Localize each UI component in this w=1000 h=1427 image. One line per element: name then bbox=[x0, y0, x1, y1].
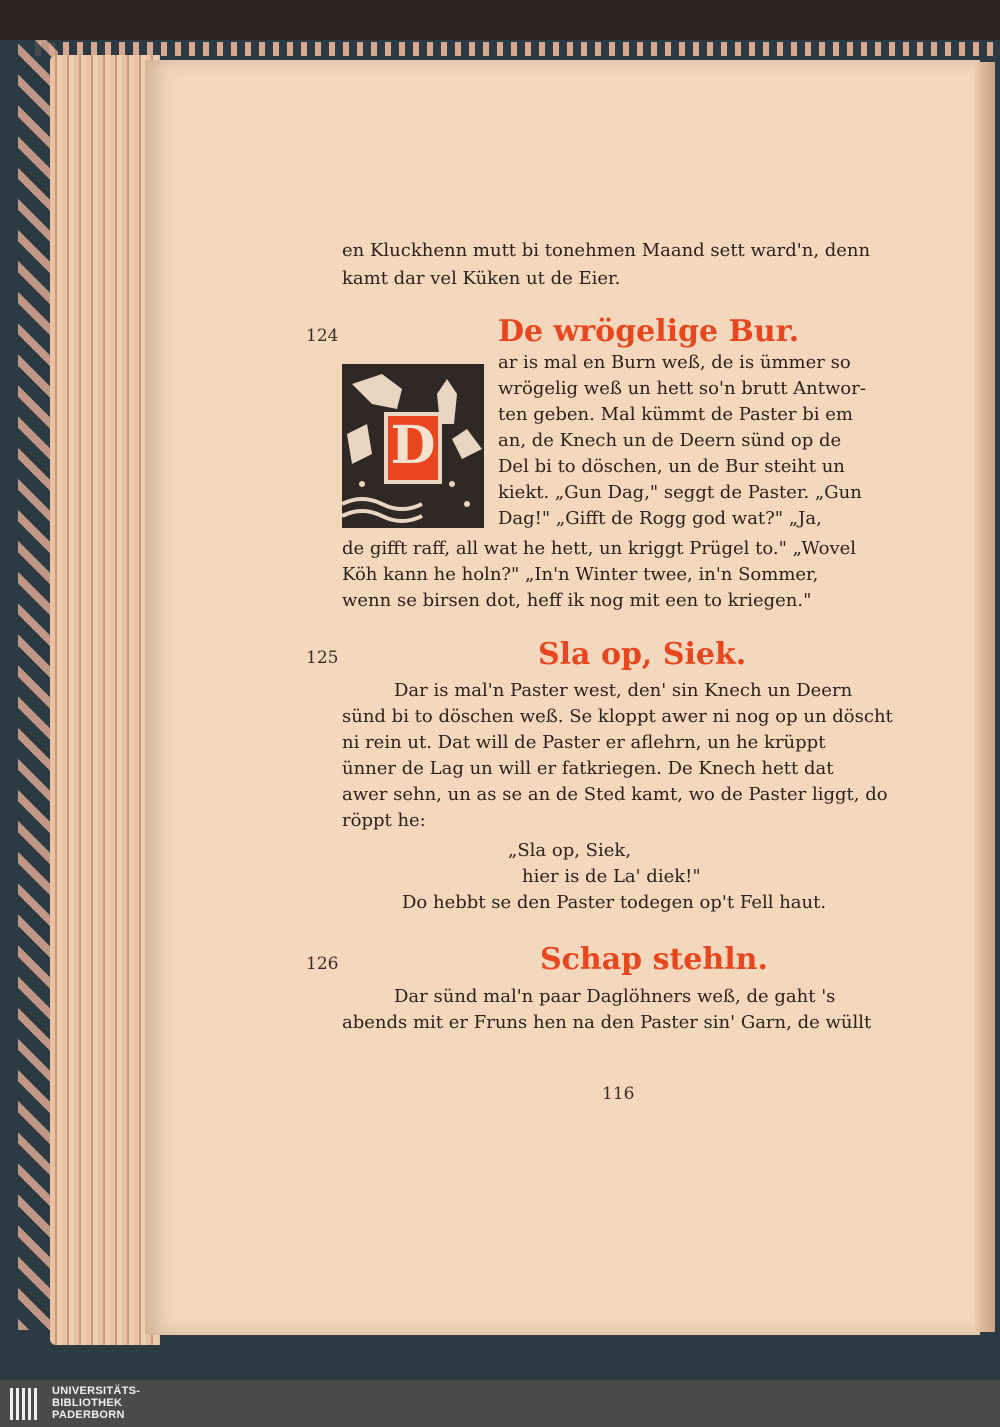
text-line: ünner de Lag un will er fatkriegen. De Knech hett dat bbox=[342, 758, 834, 779]
text-line: en Kluckhenn mutt bi tonehmen Maand sett ward'n, denn bbox=[342, 240, 871, 261]
text-line: Köh kann he holn?" „In'n Winter twee, in'n Sommer, bbox=[342, 564, 819, 585]
text-line: kiekt. „Gun Dag," seggt de Paster. „Gun bbox=[498, 482, 862, 503]
section-title: De wrögelige Bur. bbox=[498, 314, 800, 349]
section-number: 124 bbox=[306, 326, 339, 346]
verse-line: hier is de La' diek!" bbox=[522, 866, 701, 887]
footer-bar bbox=[0, 1380, 1000, 1427]
text-line: ni rein ut. Dat will de Paster er aflehrn, un he krüppt bbox=[342, 732, 826, 753]
page-right-edge bbox=[975, 62, 995, 1332]
library-name-line: PADERBORN bbox=[52, 1409, 125, 1421]
text-line: ar is mal en Burn weß, de is ümmer so bbox=[498, 352, 851, 373]
text-line: wenn se birsen dot, heff ik nog mit een to kriegen." bbox=[342, 590, 812, 611]
section-number: 125 bbox=[306, 648, 339, 668]
verse-line: „Sla op, Siek, bbox=[508, 840, 632, 861]
text-line: de gifft raff, all wat he hett, un kriggt Prügel to." „Wovel bbox=[342, 538, 857, 559]
initial-letter: D bbox=[390, 415, 436, 476]
section-number: 126 bbox=[306, 954, 339, 974]
page-edges bbox=[50, 55, 160, 1345]
library-name bbox=[52, 1385, 140, 1421]
text-line: Dag!" „Gifft de Rogg god wat?" „Ja, bbox=[498, 508, 822, 529]
section-title: Schap stehln. bbox=[540, 942, 768, 977]
section-title: Sla op, Siek. bbox=[538, 637, 747, 672]
text-line: Dar is mal'n Paster west, den' sin Knech un Deern bbox=[394, 680, 853, 701]
cover-border-top bbox=[35, 42, 995, 56]
text-line: awer sehn, un as se an de Sted kamt, wo de Paster liggt, do bbox=[342, 784, 888, 805]
text-line: an, de Knech un de Deern sünd op de bbox=[498, 430, 842, 451]
decorated-initial bbox=[342, 364, 484, 528]
page-number: 116 bbox=[602, 1084, 635, 1104]
text-line: abends mit er Fruns hen na den Paster sin' Garn, de wüllt bbox=[342, 1012, 872, 1033]
library-logo-icon bbox=[8, 1386, 42, 1422]
text-line: wrögelig weß un hett so'n brutt Antwor- bbox=[498, 378, 866, 399]
text-line: ten geben. Mal kümmt de Paster bi em bbox=[498, 404, 853, 425]
text-line: kamt dar vel Küken ut de Eier. bbox=[342, 268, 621, 289]
library-name-line: UNIVERSITÄTS- bbox=[52, 1385, 141, 1397]
text-line: Dar sünd mal'n paar Daglöhners weß, de gaht 's bbox=[394, 986, 836, 1007]
text-line: Do hebbt se den Paster todegen op't Fell haut. bbox=[402, 892, 827, 913]
text-line: Del bi to döschen, un de Bur steiht un bbox=[498, 456, 845, 477]
text-line: sünd bi to döschen weß. Se kloppt awer ni nog op un döscht bbox=[342, 706, 893, 727]
text-line: röppt he: bbox=[342, 810, 426, 831]
library-name-line: BIBLIOTHEK bbox=[52, 1397, 123, 1409]
